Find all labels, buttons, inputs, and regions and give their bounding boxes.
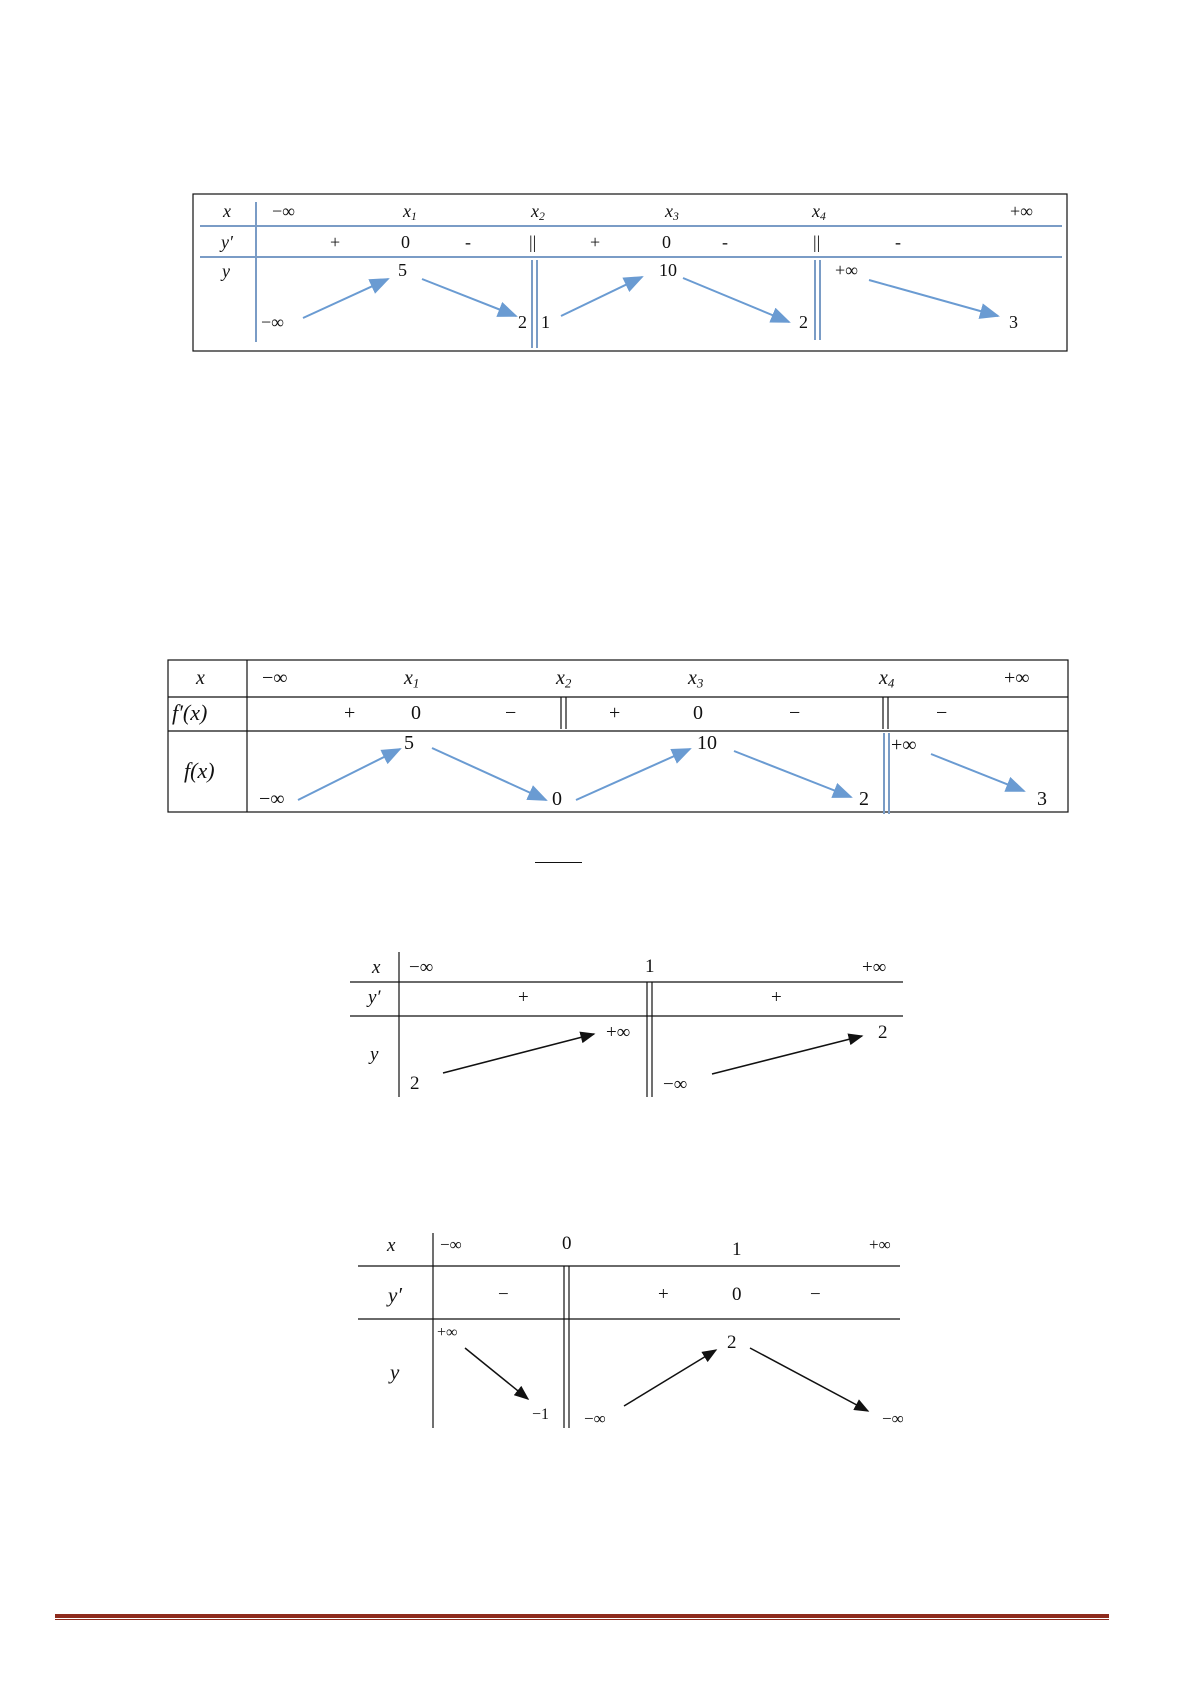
t2-y-value: 5 [404,732,414,754]
footer-rule-thin [55,1619,1109,1620]
t1-y-value: 10 [659,260,677,280]
t2-y-value: +∞ [891,734,917,756]
t3-sign: + [771,987,782,1008]
t1-sign: || [529,232,537,252]
t1-y-value: 2 [799,312,808,332]
t3-y-label: y [370,1044,379,1065]
t3-sign: + [518,987,529,1008]
t3-y-value: 2 [410,1073,420,1094]
t1-y-label: y [222,261,230,281]
t1-x-pos-inf: +∞ [1010,201,1033,221]
t4-sign: 0 [732,1284,742,1305]
t2-x-neg-inf: −∞ [262,667,288,689]
t3-y-value: 2 [878,1022,888,1043]
t1-sign: 0 [401,232,410,252]
t1-sign: - [722,232,728,252]
t2-sign: 0 [693,702,703,724]
t1-y-value: 3 [1009,312,1018,332]
t2-x4: $x_4$ [879,667,895,691]
t4-x-value: 0 [562,1233,572,1254]
t1-sign: - [895,232,901,252]
t1-x2: $x_2$ [531,201,545,223]
t2-sign: + [609,702,621,724]
t4-y-value: −∞ [584,1409,606,1428]
t2-sign: − [936,702,948,724]
t1-sign: 0 [662,232,671,252]
t3-x-value: 1 [645,956,655,977]
t2-x3: $x_3$ [688,667,704,691]
t3-y-value: +∞ [606,1022,631,1043]
t4-x-label: x [387,1235,396,1256]
t1-sign: || [813,232,821,252]
t2-sign: − [789,702,801,724]
footer-rule [55,1614,1109,1618]
t4-y-value: 2 [727,1332,737,1353]
t2-x-pos-inf: +∞ [1004,667,1030,689]
t1-sign: + [330,232,341,252]
t1-y-value: −∞ [261,312,284,332]
t2-x1: $x_1$ [404,667,420,691]
t2-y-value: 10 [697,732,717,754]
t1-x1: $x_1$ [403,201,417,223]
t1-y-value: 1 [541,312,550,332]
t2-y-value: 0 [552,788,562,810]
t4-x-value: +∞ [869,1235,891,1254]
t3-yp-label: y′ [368,987,381,1008]
t4-yp-label: y′ [388,1283,402,1307]
t1-sign: + [590,232,601,252]
t2-sign: 0 [411,702,421,724]
t1-x3: $x_3$ [665,201,679,223]
t4-sign: + [658,1284,669,1305]
t4-sign: − [810,1284,821,1305]
t2-x2: $x_2$ [556,667,572,691]
t1-y-value: 2 [518,312,527,332]
t2-f-label: f(x) [184,758,215,783]
t4-sign: − [498,1284,509,1305]
t4-x-value: −∞ [440,1235,462,1254]
t3-y-value: −∞ [663,1074,688,1095]
t3-x-label: x [372,957,381,978]
t2-y-value: −∞ [259,788,285,810]
t2-x-label: x [196,667,205,689]
t2-y-value: 2 [859,788,869,810]
t1-x-label: x [223,201,231,221]
t1-y-value: 5 [398,260,407,280]
t3-x-value: +∞ [862,957,887,978]
t1-sign: - [465,232,471,252]
t4-y-label: y [390,1360,400,1384]
t1-x-neg-inf: −∞ [272,201,295,221]
t2-fp-label: f′(x) [172,700,208,725]
t4-x-value: 1 [732,1239,742,1260]
t4-y-value: −1 [532,1406,550,1423]
t4-y-value: +∞ [437,1324,458,1341]
t2-sign: + [344,702,356,724]
t1-y-value: +∞ [835,260,858,280]
t3-x-value: −∞ [409,957,434,978]
t2-sign: − [505,702,517,724]
t2-y-value: 3 [1037,788,1047,810]
t1-x4: $x_4$ [812,201,826,223]
t1-yp-label: y′ [221,232,233,252]
t4-y-value: −∞ [882,1409,904,1428]
